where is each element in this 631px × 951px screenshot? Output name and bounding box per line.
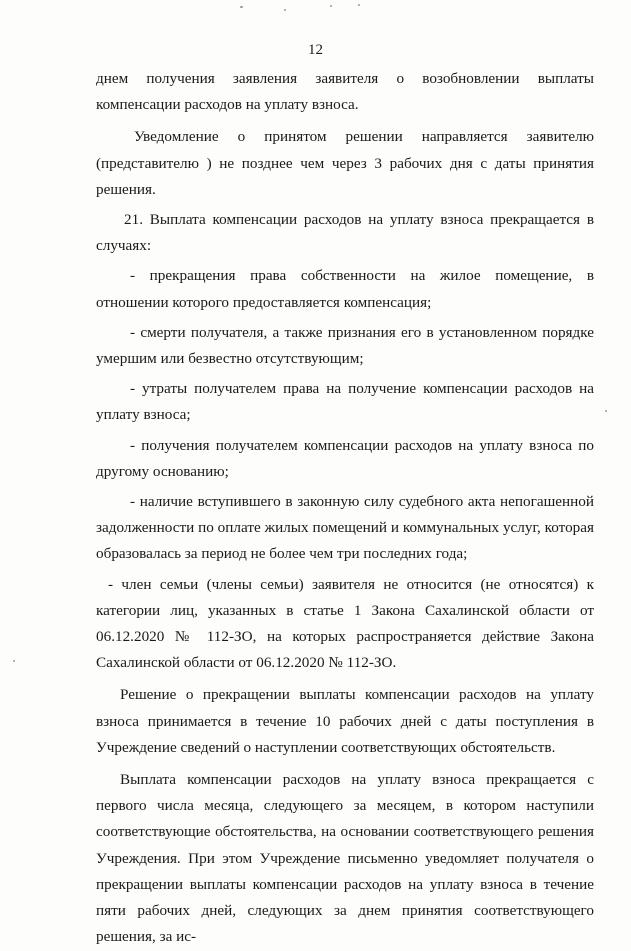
scan-speck [240, 6, 243, 8]
scan-speck [605, 410, 607, 412]
page-number: 12 [308, 42, 323, 58]
list-item-recipient-death: - смерти получателя, а также признания его в установленном порядке умершим или безвестно отсутствующим; [96, 323, 594, 368]
paragraph-payment-termination: Выплата компенсации расходов на уплату взноса прекращается с первого числа месяца, следующего за месяцем, в котором наступили соответствующие обстоятельства, на основании соответствующего решения Учреждения. При этом Учреждение письменно уведомляет получателя о прекращении выплаты компенсации расходов на уплату взноса в течение пяти рабочих дней, следующих за днем принятия соответствующего решения, за ис- [96, 771, 594, 946]
document-body [96, 66, 594, 951]
paragraph-resumption-date: днем получения заявления заявителя о возобновлении выплаты компенсации расходов на уплату взноса. [96, 70, 594, 114]
list-item-other-basis: - получения получателем компенсации расходов на уплату взноса по другому основанию; [96, 436, 594, 480]
scan-speck [358, 4, 360, 6]
list-item-family-member: - член семьи (члены семьи) заявителя не относится (не относятся) к категории лиц, указанных в статье 1 Закона Сахалинской области от 06.12.2020 № 112-ЗО, на которых распространяется действие Закона Сахалинской области от 06.12.2020 № 112-ЗО. [96, 575, 594, 672]
paragraph-clause-21: 21. Выплата компенсации расходов на уплату взноса прекращается в случаях: [96, 211, 594, 255]
paragraph-notification: Уведомление о принятом решении направляется заявителю (представителю ) не позднее чем через 3 рабочих дня с даты принятия решения. [96, 128, 594, 198]
scan-speck [13, 660, 15, 662]
list-item-ownership-termination: - прекращения права собственности на жилое помещение, в отношении которого предоставляется компенсация; [96, 267, 594, 311]
list-item-loss-of-right: - утраты получателем права на получение компенсации расходов на уплату взноса; [96, 380, 594, 424]
scan-speck [330, 5, 332, 7]
paragraph-termination-decision: Решение о прекращении выплаты компенсации расходов на уплату взноса принимается в течение 10 рабочих дней с даты поступления в Учреждение сведений о наступлении соответствующих обстоятельств. [96, 686, 594, 756]
list-item-court-debt: - наличие вступившего в законную силу судебного акта непогашенной задолженности по оплате жилых помещений и коммунальных услуг, которая образовалась за период не более чем три последних года; [96, 493, 594, 563]
scan-speck [284, 9, 286, 11]
